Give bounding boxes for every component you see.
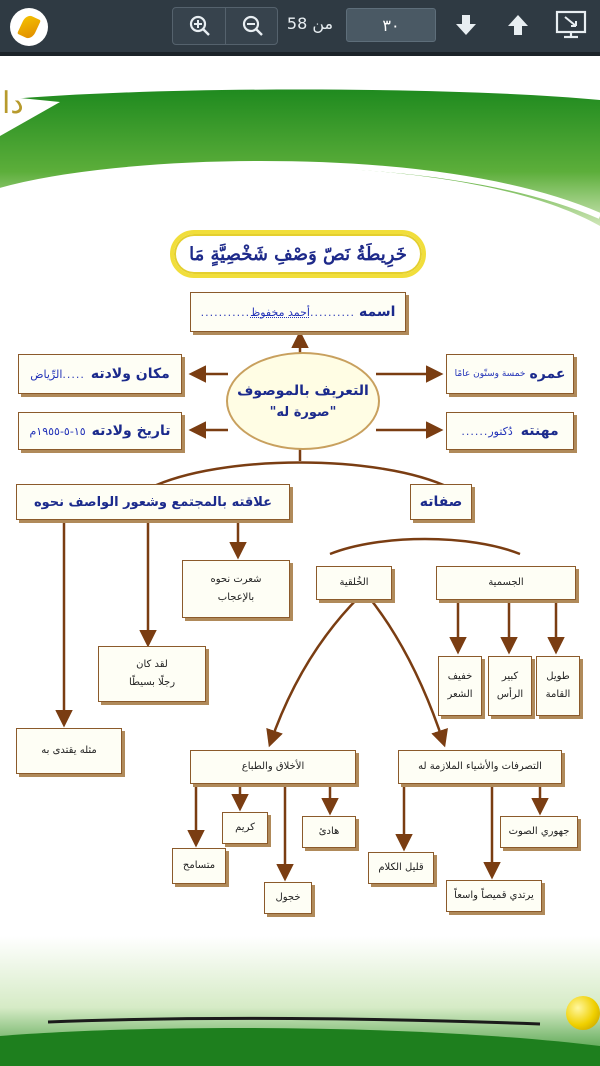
page-number-input[interactable]: ٣٠ <box>346 8 436 42</box>
zoom-out-icon <box>239 13 265 39</box>
job-value: دُكتور <box>488 424 513 438</box>
gold-ball-decoration <box>566 996 600 1030</box>
behaviors-box: التصرفات والأشياء الملازمة له <box>398 750 562 784</box>
arrow-down-icon <box>453 12 479 38</box>
behaviors-item-wide-shirt: يرتدي قميصاً واسعاً <box>446 880 542 912</box>
simple-box: لقد كان رجلًا بسيطًا <box>98 646 206 702</box>
birthplace-value: الرِّياض <box>30 367 63 381</box>
zoom-out-button[interactable] <box>226 8 278 44</box>
pdf-toolbar <box>0 0 600 56</box>
previous-page-button[interactable] <box>500 6 536 44</box>
relation-box: علاقته بالمجتمع وشعور الواصف نحوه <box>16 484 290 520</box>
traits-box: صفاته <box>410 484 472 520</box>
publisher-logo: دا <box>2 86 24 121</box>
zoom-in-icon <box>186 13 212 39</box>
manners-item-tolerant: متسامح <box>172 848 226 884</box>
zoom-controls <box>172 7 278 45</box>
app-logo-icon[interactable] <box>10 8 48 46</box>
name-label: اسمه <box>358 304 396 320</box>
age-box: عمره خمسة وستّون عامًا <box>446 354 574 394</box>
behaviors-item-quiet: قليل الكلام <box>368 852 434 884</box>
document-page <box>0 56 600 1066</box>
center-concept-oval: التعريف بالموصوف "صورة له" <box>226 352 380 450</box>
manners-item-calm: هادئ <box>302 816 356 848</box>
arrow-up-icon <box>505 12 531 38</box>
fit-screen-icon <box>555 10 587 40</box>
physical-box: الجسمية <box>436 566 576 600</box>
zoom-in-button[interactable] <box>173 8 225 44</box>
felt-box: شعرت نحوه بالإعجاب <box>182 560 290 618</box>
page-title: خَرِيطَةُ نَصّ وَصْفِ شَخْصِيَّةٍ مَا <box>170 230 426 278</box>
manners-box: الأخلاق والطباع <box>190 750 356 784</box>
birthplace-box: مكان ولادته ..... الرِّياض <box>18 354 182 394</box>
page-count-label: من 58 <box>286 14 334 33</box>
manners-item-generous: كريم <box>222 812 268 844</box>
physical-item-hair: خفيف الشعر <box>438 656 482 716</box>
name-box: اسمه .......... أحمد مخفوظ ........... <box>190 292 406 332</box>
age-value: خمسة وستّون عامًا <box>454 369 526 379</box>
moral-box: الخُلقية <box>316 566 392 600</box>
physical-item-head: كبير الرأس <box>488 656 532 716</box>
birthdate-box: تاريخ ولادته ١٥-٥-١٩٥٥م <box>18 412 182 450</box>
manners-item-shy: خجول <box>264 882 312 914</box>
bottom-green-banner <box>0 936 600 1066</box>
physical-item-height: طويل القامة <box>536 656 580 716</box>
fit-screen-button[interactable] <box>552 6 590 44</box>
birthdate-value: ١٥-٥-١٩٥٥م <box>29 424 86 438</box>
role-model-box: مثله يقتدى به <box>16 728 122 774</box>
next-page-button[interactable] <box>448 6 484 44</box>
name-value: أحمد مخفوظ <box>250 305 310 319</box>
behaviors-item-loud-voice: جهوري الصوت <box>500 816 578 848</box>
diagram-connectors <box>0 56 600 1066</box>
job-box: مهنته دُكتور ...... <box>446 412 574 450</box>
